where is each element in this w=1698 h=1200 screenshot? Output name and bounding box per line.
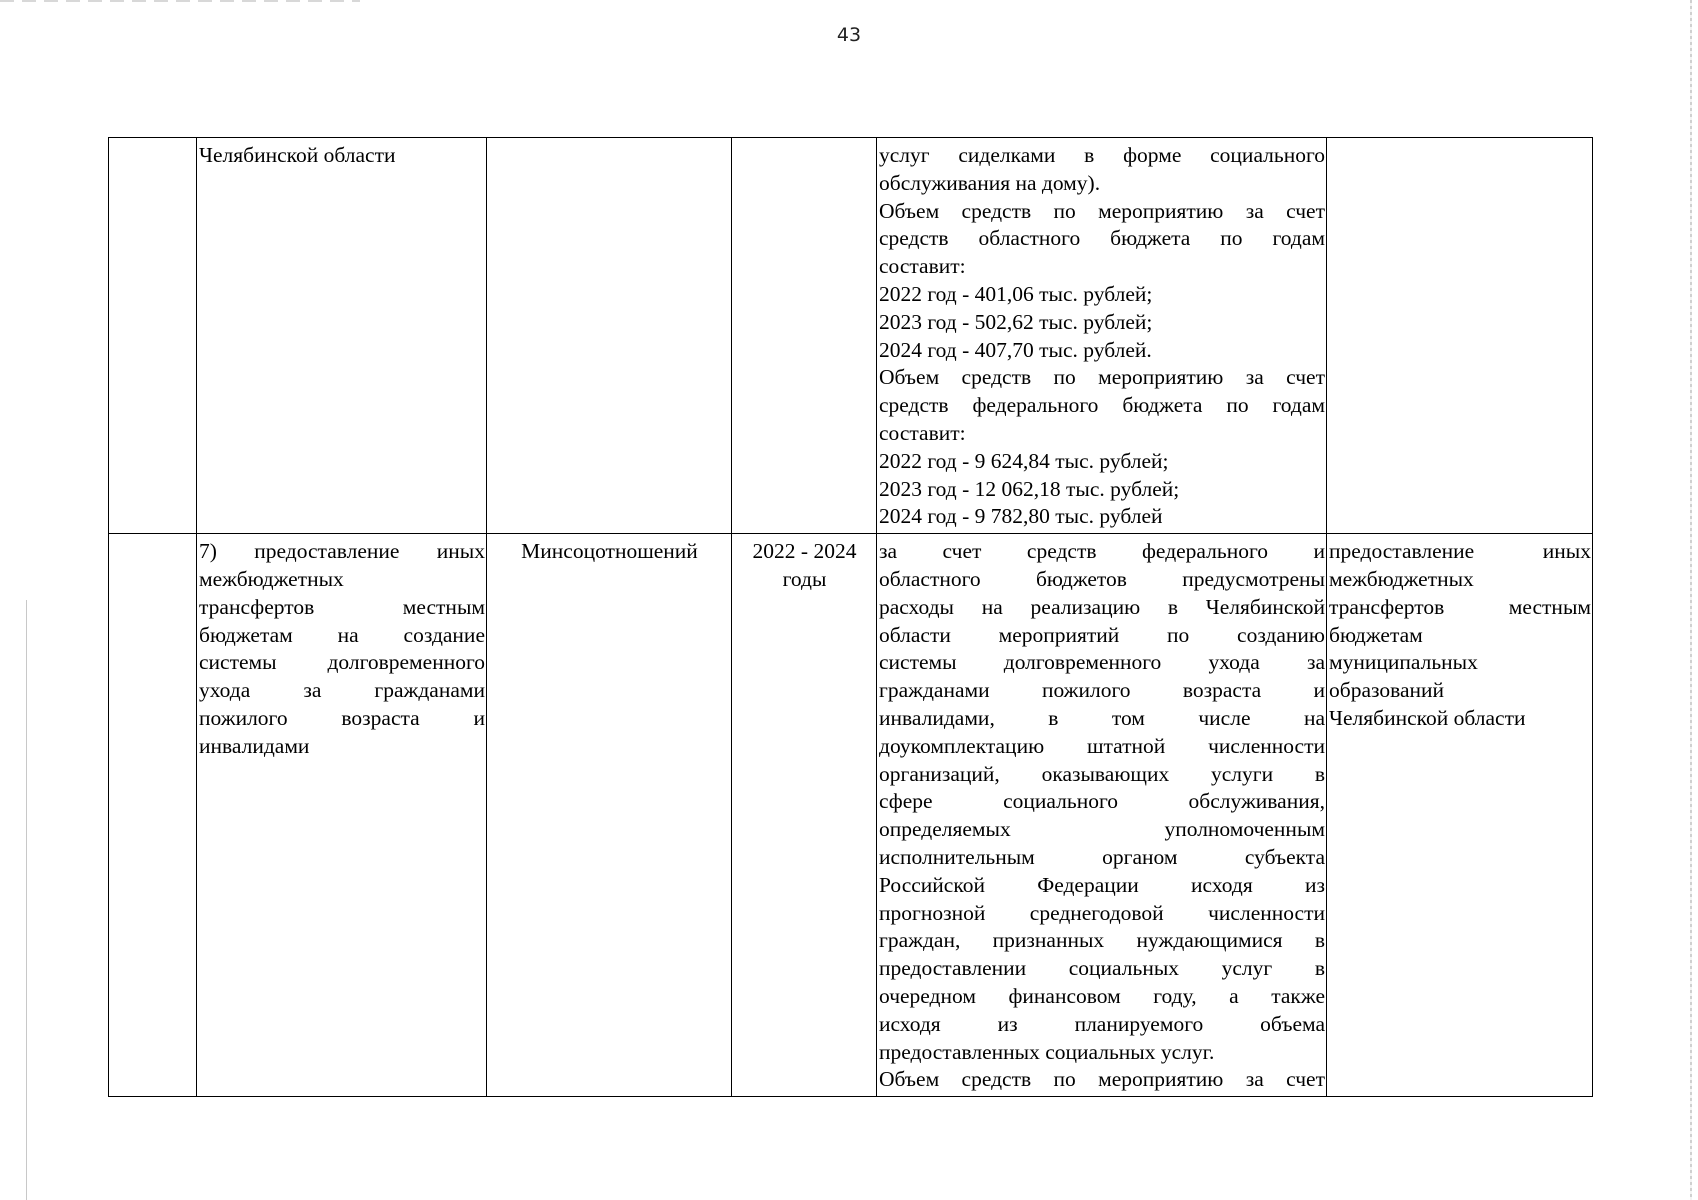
text-line: 2022 год - 401,06 тыс. рублей;: [879, 281, 1153, 306]
table-row: [109, 534, 1593, 1097]
text-line: доукомплектацию штатной численности: [879, 733, 1325, 758]
text-line: бюджетам на создание: [199, 622, 485, 647]
text-line: инвалидами, в том числе на: [879, 705, 1325, 730]
row1-responsible-cell: [487, 138, 732, 534]
text-line: системы долговременного ухода за: [879, 650, 1325, 675]
text-line: очередном финансовом году, а также: [879, 983, 1325, 1008]
text-line: прогнозной среднегодовой численности: [879, 900, 1325, 925]
text-line: ухода за гражданами: [199, 678, 485, 703]
text-line: за счет средств федерального и: [879, 539, 1325, 564]
row2-result-cell: [1327, 534, 1593, 1097]
text-line: образований: [1329, 678, 1445, 703]
period-years: 2022 - 2024: [752, 539, 857, 564]
text-line: 2024 год - 407,70 тыс. рублей.: [879, 337, 1152, 362]
row2-number-cell: [109, 534, 197, 1097]
text-line: 7) предоставление иных: [199, 539, 485, 564]
text-line: Объем средств по мероприятию за счет: [879, 198, 1325, 223]
scan-right-edge: [1690, 0, 1692, 1200]
text-line: Объем средств по мероприятию за счет: [879, 365, 1325, 390]
text-line: гражданами пожилого возраста и: [879, 678, 1325, 703]
text-line: трансфертов местным: [199, 594, 485, 619]
row1-name-text: Челябинской области: [199, 143, 396, 167]
text-line: пожилого возраста и: [199, 705, 485, 730]
text-line: граждан, признанных нуждающимися в: [879, 928, 1325, 953]
text-line: расходы на реализацию в Челябинской: [879, 594, 1325, 619]
text-line: Российской Федерации исходя из: [879, 872, 1325, 897]
text-line: составит:: [879, 420, 966, 445]
text-line: области мероприятий по созданию: [879, 622, 1325, 647]
table-row: [109, 138, 1593, 534]
text-line: бюджетам: [1329, 622, 1423, 647]
text-line: исполнительным органом субъекта: [879, 844, 1325, 869]
text-line: предоставление иных: [1329, 539, 1591, 564]
text-line: инвалидами: [199, 733, 310, 758]
scan-left-artifact: [26, 600, 27, 1200]
text-line: 2023 год - 12 062,18 тыс. рублей;: [879, 476, 1180, 501]
text-line: услуг сиделками в форме социального: [879, 143, 1325, 167]
text-line: 2024 год - 9 782,80 тыс. рублей: [879, 504, 1163, 529]
text-line: межбюджетных: [199, 566, 344, 591]
text-line: 2023 год - 502,62 тыс. рублей;: [879, 309, 1153, 334]
text-line: Челябинской области: [1329, 705, 1526, 730]
text-line: составит:: [879, 254, 966, 279]
scan-top-artifact: [0, 0, 360, 2]
text-line: Объем средств по мероприятию за счет: [879, 1067, 1325, 1092]
row2-description-cell: [877, 534, 1327, 1097]
text-line: предоставлении социальных услуг в: [879, 956, 1325, 981]
text-line: трансфертов местным: [1329, 594, 1591, 619]
row1-number-cell: [109, 138, 197, 534]
text-line: межбюджетных: [1329, 566, 1474, 591]
text-line: сфере социального обслуживания,: [879, 789, 1325, 814]
row2-name-cell: [197, 534, 487, 1097]
responsible-executor: Минсоцотношений: [521, 539, 698, 564]
row1-name-cell: [197, 138, 487, 534]
period-label: годы: [782, 566, 827, 591]
row1-period-cell: [732, 138, 877, 534]
text-line: предоставленных социальных услуг.: [879, 1039, 1215, 1064]
page-number: 43: [836, 24, 862, 46]
text-line: муниципальных: [1329, 650, 1478, 675]
text-line: организаций, оказывающих услуги в: [879, 761, 1325, 786]
row2-responsible-cell: [487, 534, 732, 1097]
text-line: системы долговременного: [199, 650, 485, 675]
text-line: средств областного бюджета по годам: [879, 226, 1325, 251]
text-line: средств федерального бюджета по годам: [879, 393, 1325, 418]
program-measures-table: [108, 137, 1593, 1097]
text-line: исходя из планируемого объема: [879, 1011, 1325, 1036]
text-line: определяемых уполномоченным: [879, 817, 1325, 842]
text-line: обслуживания на дому).: [879, 170, 1101, 195]
row1-description-cell: [877, 138, 1327, 534]
row1-result-cell: [1327, 138, 1593, 534]
text-line: областного бюджетов предусмотрены: [879, 566, 1325, 591]
text-line: 2022 год - 9 624,84 тыс. рублей;: [879, 448, 1169, 473]
row2-period-cell: [732, 534, 877, 1097]
